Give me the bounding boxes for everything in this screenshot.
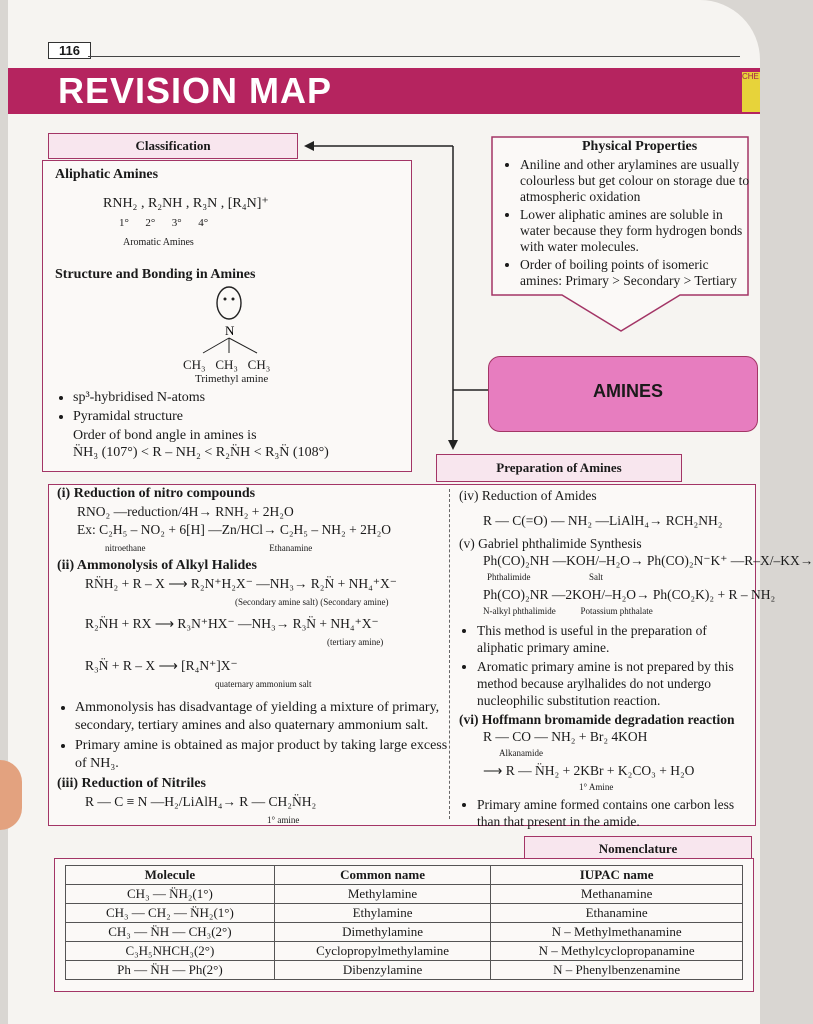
prep-heading: (v) Gabriel phthalimide Synthesis — [459, 536, 642, 551]
column-divider — [449, 489, 450, 819]
physical-bullet: • Order of boiling points of isomeric amines: Primary > Secondary > Tertiary — [520, 257, 750, 289]
common-name-cell: Methylamine — [274, 885, 490, 904]
common-name-cell: Ethylamine — [274, 904, 490, 923]
table-row — [66, 904, 743, 923]
prep-heading: (ii) Ammonolysis of Alkyl Halides — [57, 558, 257, 573]
common-name-cell: Dibenzylamine — [274, 961, 490, 980]
prep-bullet: • Primary amine formed contains one carbon less than that present in the amide. — [477, 796, 751, 830]
column-header: IUPAC name — [491, 866, 743, 885]
prep-caption: 1° Amine — [579, 782, 614, 792]
table-row — [66, 942, 743, 961]
bond-angle-intro: Order of bond angle in amines is — [73, 428, 257, 443]
aliphatic-heading: Aliphatic Amines — [55, 167, 159, 182]
physical-bullet: • Aniline and other arylamines are usually colourless but get colour on storage due to atmospheric oxidation — [520, 157, 750, 205]
prep-caption: (Secondary amine salt) (Secondary amine) — [235, 597, 389, 607]
physical-properties-box — [490, 135, 752, 335]
preparation-box — [48, 484, 813, 829]
prep-caption: nitroethane Ethanamine — [105, 543, 313, 553]
prep-caption: (tertiary amine) — [327, 637, 384, 647]
classification-box — [42, 160, 412, 472]
prep-bullet: • Aromatic primary amine is not prepared by this method because arylhalides do not undergo nucleophilic substitution reaction. — [477, 658, 751, 709]
nomenclature-box — [54, 858, 754, 992]
textbook-page — [8, 0, 813, 1024]
prep-equation: Ex: C₂H₅ – NO₂ + 6[H] —Zn/HCl→ C₂H₅ – NH₂ + 2H₂O — [77, 522, 392, 537]
aromatic-label: Aromatic Amines — [123, 237, 194, 248]
prep-heading: (iv) Reduction of Amides — [459, 488, 597, 503]
amines-center-node — [488, 356, 758, 432]
iupac-name-cell: Methanamine — [491, 885, 743, 904]
nomenclature-title: Nomenclature — [524, 836, 752, 862]
table-row — [66, 961, 743, 980]
classification-title: Classification — [48, 133, 298, 159]
amine-degree-row: 1° 2° 3° 4° — [119, 217, 209, 229]
prep-equation: RN̈H₂ + R – X ⟶ R₂N⁺H₂X⁻ —NH₃→ R₂N̈ + NH₄⁺X⁻ — [85, 576, 397, 591]
prep-caption: Phthalimide Salt — [487, 572, 603, 582]
prep-heading: (iii) Reduction of Nitriles — [57, 776, 206, 791]
classification-bullet: • sp³-hybridised N-atoms — [73, 389, 405, 406]
common-name-cell: Dimethylamine — [274, 923, 490, 942]
prep-equation: ⟶ R — N̈H₂ + 2KBr + K₂CO₃ + H₂O — [483, 763, 695, 778]
prep-equation: R₃N̈ + R – X ⟶ [R₄N⁺]X⁻ — [85, 658, 238, 673]
iupac-name-cell: N – Methylcyclopropanamine — [491, 942, 743, 961]
preparation-left-column — [57, 485, 449, 829]
molecule-cell: CH₃ — CH₂ — N̈H₂(1°) — [66, 904, 275, 923]
chapter-tab: CHE — [742, 72, 760, 112]
molecule-cell: C₃H₅NHCH₃(2°) — [66, 942, 275, 961]
prep-caption: 1° amine — [267, 815, 300, 825]
table-row — [66, 923, 743, 942]
iupac-name-cell: N – Phenylbenzenamine — [491, 961, 743, 980]
physical-bullet: • Lower aliphatic amines are soluble in water because they form hydrogen bonds with water molecules. — [520, 207, 750, 255]
prep-equation: R — C ≡ N —H₂/LiAlH₄→ R — CH₂N̈H₂ — [85, 794, 317, 809]
table-row — [66, 885, 743, 904]
physical-title: Physical Properties — [582, 139, 698, 154]
amine-formula-row: RNH₂ , R₂NH , R₃N , [R₄N]⁺ — [103, 196, 269, 211]
table-header-row — [66, 866, 743, 885]
physical-list — [502, 157, 750, 291]
column-header: Common name — [274, 866, 490, 885]
header-rule — [88, 56, 740, 57]
iupac-name-cell: N – Methylmethanamine — [491, 923, 743, 942]
prep-caption: quaternary ammonium salt — [215, 679, 312, 689]
molecule-cell: CH₃ — N̈H — CH₃(2°) — [66, 923, 275, 942]
revision-banner — [8, 68, 760, 114]
molecule-cell: CH₃ — N̈H₂(1°) — [66, 885, 275, 904]
prep-equation: R₂N̈H + RX ⟶ R₃N⁺HX⁻ —NH₃→ R₃N̈ + NH₄⁺X⁻ — [85, 616, 379, 631]
prep-caption: Alkanamide — [499, 748, 543, 758]
column-header: Molecule — [66, 866, 275, 885]
prep-bullet: • Primary amine is obtained as major product by taking large excess of NH₃. — [75, 737, 449, 773]
prep-heading: (vi) Hoffmann bromamide degradation reaction — [459, 712, 735, 727]
preparation-title: Preparation of Amines — [436, 454, 682, 482]
finger-edge — [0, 760, 22, 830]
classification-notes — [55, 389, 405, 461]
preparation-right-column — [459, 487, 813, 832]
page-number: 116 — [48, 42, 91, 59]
banner-title: REVISION MAP — [58, 70, 333, 111]
prep-caption: N-alkyl phthalimide Potassium phthalate — [483, 606, 653, 616]
trimethyl-label: Trimethyl amine — [195, 373, 269, 385]
prep-equation: Ph(CO)₂NH —KOH/–H₂O→ Ph(CO)₂N⁻K⁺ —R–X/–KX→ — [483, 553, 813, 568]
svg-text:N: N — [225, 323, 235, 338]
common-name-cell: Cyclopropylmethylamine — [274, 942, 490, 961]
prep-equation: R — CO — NH₂ + Br₂ 4KOH — [483, 729, 648, 744]
molecule-cell: Ph — N̈H — Ph(2°) — [66, 961, 275, 980]
amines-label: AMINES — [593, 381, 664, 401]
iupac-name-cell: Ethanamine — [491, 904, 743, 923]
nomenclature-table — [65, 865, 743, 980]
prep-equation: R — C(=O) — NH₂ —LiAlH₄→ RCH₂NH₂ — [483, 513, 723, 528]
prep-equation: Ph(CO)₂NR —2KOH/–H₂O→ Ph(CO₂K)₂ + R – NH₂ — [483, 587, 776, 602]
classification-bullet: • Pyramidal structure — [73, 408, 405, 425]
methyl-groups: CH₃ CH₃ CH₃ — [183, 357, 271, 372]
prep-equation: RNO₂ —reduction/4H→ RNH₂ + 2H₂O — [77, 504, 294, 519]
bond-angle-order: N̈H₃ (107°) < R – NH₂ < R₂N̈H < R₃N̈ (108°) — [73, 445, 329, 460]
trimethylamine-structure-icon — [173, 285, 313, 359]
prep-bullet: • Ammonolysis has disadvantage of yielding a mixture of primary, secondary, tertiary amines and also quaternary ammonium salt. — [75, 699, 449, 735]
prep-heading: (i) Reduction of nitro compounds — [57, 486, 256, 501]
structure-heading: Structure and Bonding in Amines — [55, 267, 256, 282]
prep-bullet: • This method is useful in the preparation of aliphatic primary amine. — [477, 622, 751, 656]
